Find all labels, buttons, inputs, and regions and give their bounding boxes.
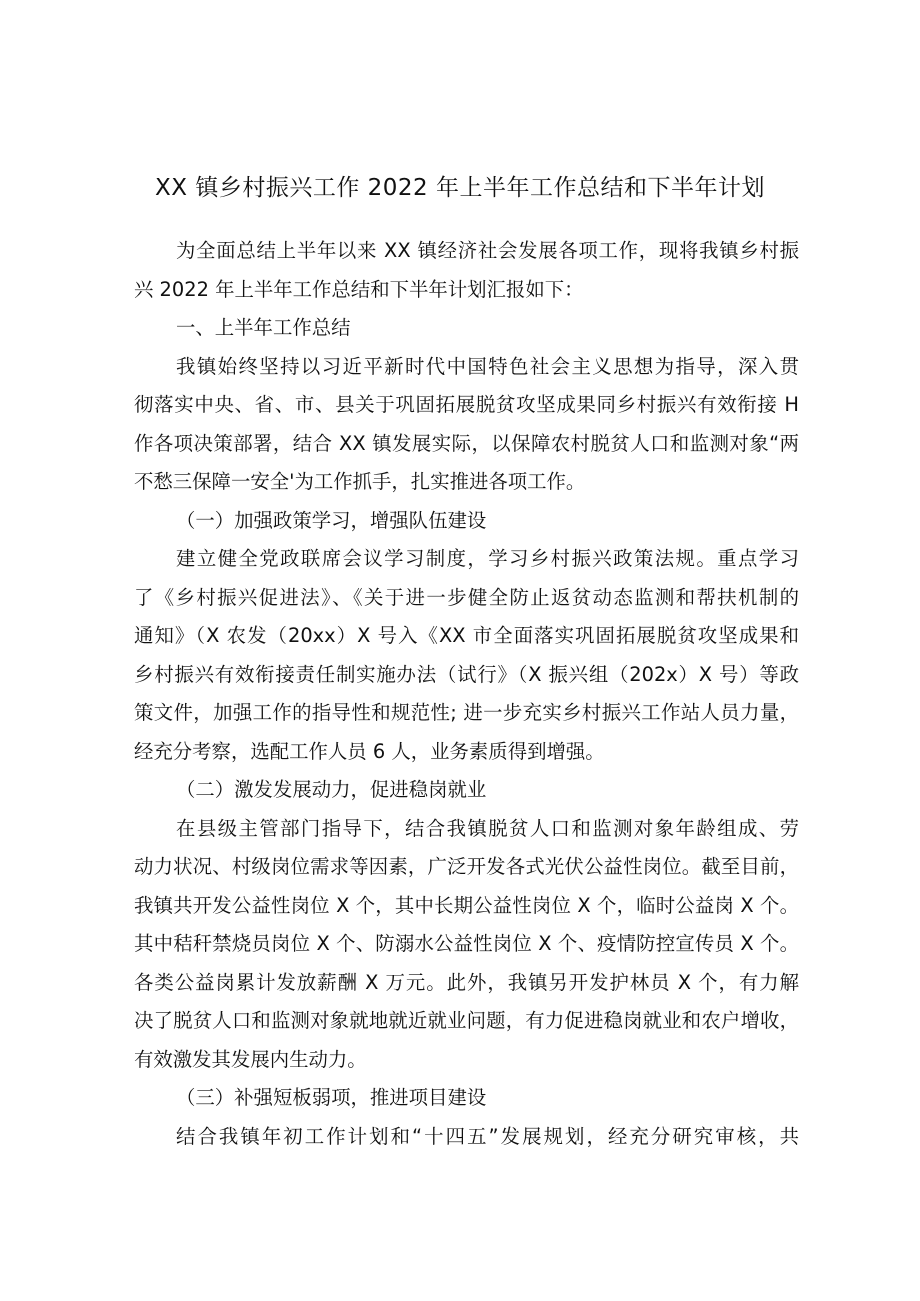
- paragraph-3-line-5: 各类公益岗累计发放薪酬 X 万元。此外，我镇另开发护林员 X 个，有力解: [134, 971, 799, 994]
- paragraph-4-line-1: 结合我镇年初工作计划和“十四五”发展规划，经充分研究审核，共: [176, 1125, 799, 1148]
- document-title: XX 镇乡村振兴工作 2022 年上半年工作总结和下半年计划: [155, 175, 765, 201]
- paragraph-1-line-4: 不愁三保障一安全'为工作抓手，扎实推进各项工作。: [134, 470, 586, 493]
- paragraph-2-line-2: 了《乡村振兴促进法》、《关于进一步健全防止返贫动态监测和帮扶机制的: [134, 586, 799, 609]
- paragraph-2-line-3: 通知》（X 农发（20xx）X 号入《XX 市全面落实巩固拓展脱贫攻坚成果和: [134, 624, 799, 647]
- paragraph-1-line-2: 彻落实中央、省、市、县关于巩固拓展脱贫攻坚成果同乡村振兴有效衔接 H: [134, 393, 799, 416]
- paragraph-3-line-4: 其中秸秆禁烧员岗位 X 个、防溺水公益性岗位 X 个、疫情防控宣传员 X 个。: [134, 932, 799, 955]
- subsection-heading-3: （三）补强短板弱项，推进项目建设: [176, 1086, 487, 1109]
- paragraph-2-line-4: 乡村振兴有效衔接责任制实施办法（试行》（X 振兴组（202x）X 号）等政: [134, 663, 799, 686]
- paragraph-3-line-6: 决了脱贫人口和监测对象就地就近就业问题，有力促进稳岗就业和农户增收，: [134, 1009, 799, 1032]
- paragraph-3-line-3: 我镇共开发公益性岗位 X 个，其中长期公益性岗位 X 个，临时公益岗 X 个。: [134, 894, 799, 917]
- paragraph-3-line-7: 有效激发其发展内生动力。: [134, 1048, 367, 1071]
- paragraph-2-line-6: 经充分考察，选配工作人员 6 人，业务素质得到增强。: [134, 740, 605, 763]
- paragraph-2-line-1: 建立健全党政联席会议学习制度，学习乡村振兴政策法规。重点学习: [176, 547, 799, 570]
- intro-line-1: 为全面总结上半年以来 XX 镇经济社会发展各项工作，现将我镇乡村振: [176, 239, 799, 262]
- paragraph-3-line-2: 动力状况、村级岗位需求等因素，广泛开发各式光伏公益性岗位。截至目前，: [134, 855, 799, 878]
- paragraph-1-line-3: 作各项决策部署，结合 XX 镇发展实际，以保障农村脱贫人口和监测对象“两: [134, 432, 799, 455]
- intro-line-2: 兴 2022 年上半年工作总结和下半年计划汇报如下：: [134, 278, 584, 301]
- section-heading-1: 一、上半年工作总结: [176, 316, 351, 339]
- paragraph-3-line-1: 在县级主管部门指导下，结合我镇脱贫人口和监测对象年龄组成、劳: [176, 817, 799, 840]
- subsection-heading-2: （二）激发发展动力，促进稳岗就业: [176, 778, 487, 801]
- paragraph-2-line-5: 策文件，加强工作的指导性和规范性; 进一步充实乡村振兴工作站人员力量，: [134, 701, 799, 724]
- subsection-heading-1: （一）加强政策学习，增强队伍建设: [176, 509, 487, 532]
- paragraph-1-line-1: 我镇始终坚持以习近平新时代中国特色社会主义思想为指导，深入贯: [176, 355, 799, 378]
